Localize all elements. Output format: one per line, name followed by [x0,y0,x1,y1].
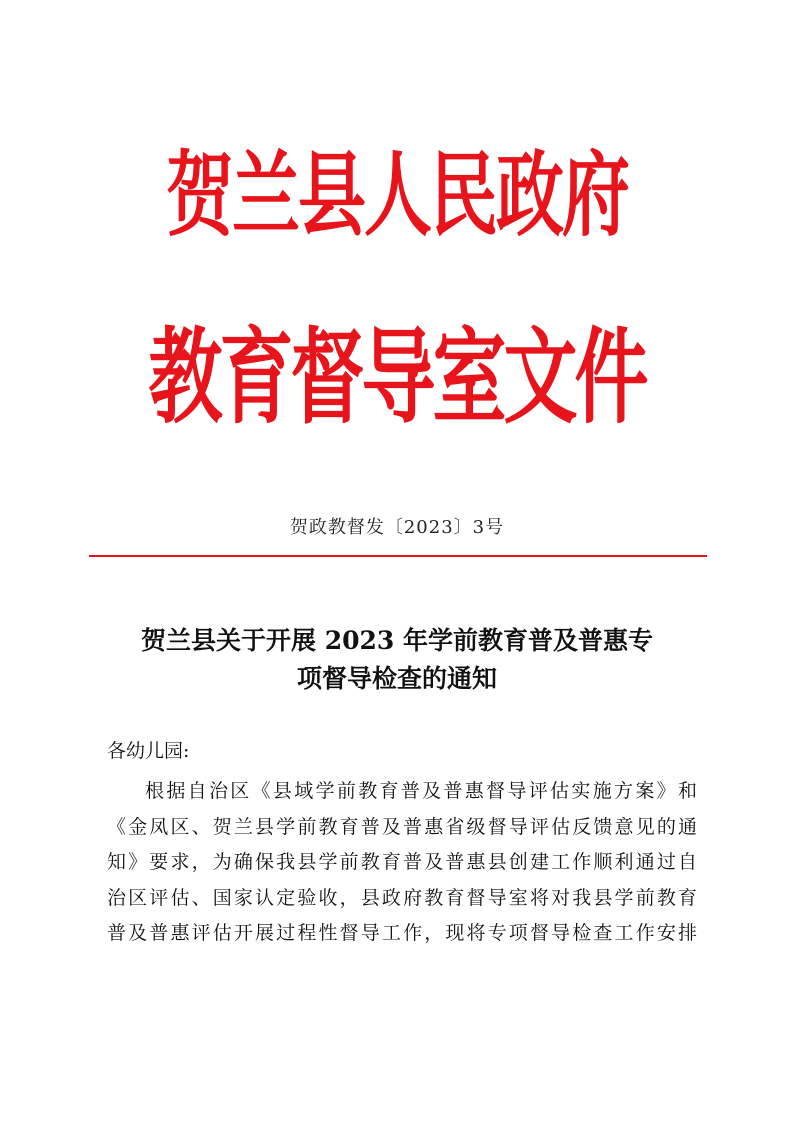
body-line-3: 知》要求，为确保我县学前教育普及普惠县创建工作顺利通过自 [107,851,697,873]
body-line-2: 《金凤区、贺兰县学前教育普及普惠省级督导评估反馈意见的通 [107,815,697,838]
body-line-5: 普及普惠评估开展过程性督导工作，现将专项督导检查工作安排 [107,922,697,944]
title-line-2: 项督导检查的通知 [296,664,497,693]
body-line-4: 治区评估、国家认定验收，县政府教育督导室将对我县学前教育 [107,886,697,909]
masthead-document-type: 教育督导室文件 [148,317,646,438]
title-line-1: 贺兰县关于开展 2023 年学前教育普及普惠专 [141,626,653,655]
document-title [90,622,704,698]
body-paragraph [107,774,697,952]
red-separator-rule [89,555,707,557]
document-number: 贺政教督发〔2023〕3号 [289,517,505,538]
body-line-1: 根据自治区《县域学前教育普及普惠督导评估实施方案》和 [145,780,697,802]
masthead-issuer: 贺兰县人民政府 [165,141,628,250]
salutation: 各幼儿园: [107,740,190,762]
